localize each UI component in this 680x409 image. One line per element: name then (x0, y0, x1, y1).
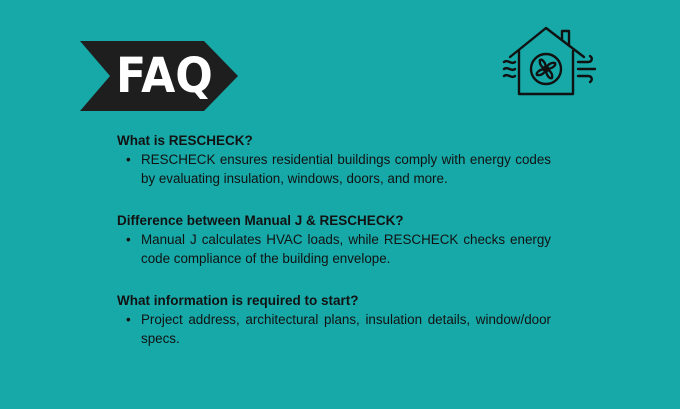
faq-list (117, 131, 551, 370)
faq-banner (80, 41, 238, 111)
faq-question: What information is required to start? (117, 292, 359, 308)
faq-answer-list (117, 150, 551, 189)
faq-answer (117, 310, 551, 349)
house-fan-icon (502, 24, 598, 96)
faq-answer-text: Project address, architectural plans, insulation details, window/door specs. (141, 311, 551, 347)
faq-item (117, 291, 551, 349)
bullet-icon: • (126, 152, 131, 167)
faq-item (117, 211, 551, 269)
faq-item (117, 131, 551, 189)
faq-title: FAQ (116, 48, 213, 104)
bullet-icon: • (126, 311, 131, 327)
bullet-icon: • (126, 231, 131, 247)
faq-answer (117, 230, 551, 269)
faq-answer-list (117, 230, 551, 269)
faq-answer-text: RESCHECK ensures residential buildings comply with energy codes by evaluating insulation, windows, doors, and more. (141, 152, 551, 187)
faq-question: Difference between Manual J & RESCHECK? (117, 212, 404, 228)
faq-answer-text: Manual J calculates HVAC loads, while RESCHECK checks energy code compliance of the building envelope. (141, 231, 551, 267)
faq-answer-list (117, 310, 551, 349)
faq-question: What is RESCHECK? (117, 133, 253, 148)
faq-answer (117, 150, 551, 189)
